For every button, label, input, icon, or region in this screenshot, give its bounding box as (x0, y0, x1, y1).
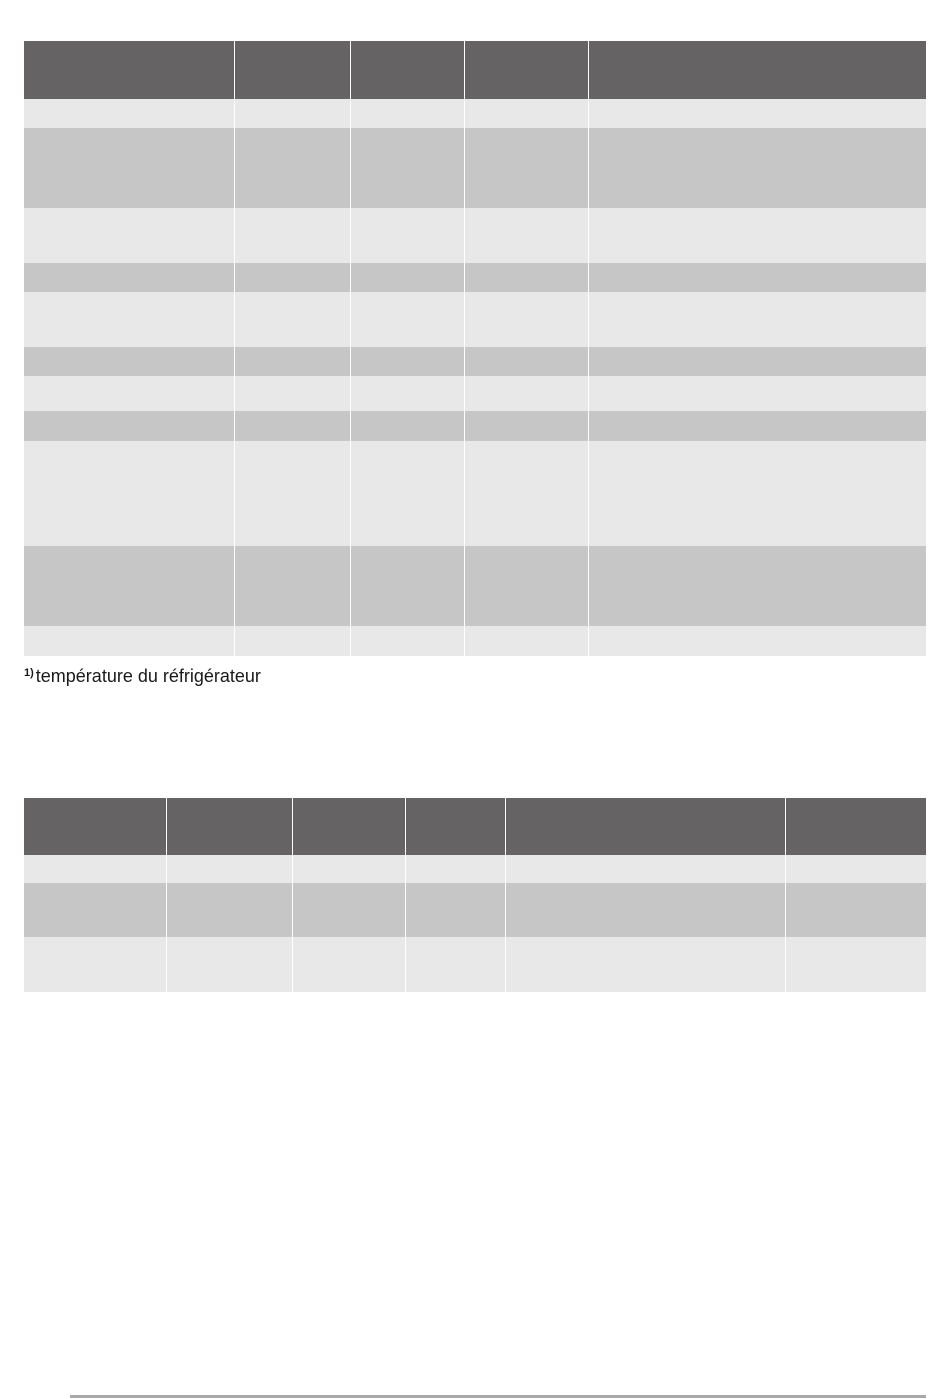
header-cell (235, 41, 351, 99)
table-row (24, 263, 926, 292)
header-cell (506, 798, 786, 855)
footnote-text: température du réfrigérateur (35, 666, 261, 686)
table-row (24, 128, 926, 208)
table-row (24, 855, 926, 883)
table-row (24, 937, 926, 992)
table-row (24, 441, 926, 546)
table-2 (24, 798, 926, 992)
footnote (24, 662, 261, 687)
table-row (24, 411, 926, 441)
header-cell (406, 798, 506, 855)
header-cell (589, 41, 926, 99)
table-row (24, 883, 926, 937)
header-cell (24, 798, 167, 855)
table-row (24, 626, 926, 656)
header-cell (786, 798, 926, 855)
table-header-row (24, 41, 926, 99)
table-row (24, 376, 926, 411)
table-row (24, 347, 926, 376)
page-bottom-rule (70, 1395, 926, 1398)
table-row (24, 208, 926, 263)
table-row (24, 546, 926, 626)
header-cell (465, 41, 589, 99)
table-header-row (24, 798, 926, 855)
header-cell (24, 41, 235, 99)
table-row (24, 292, 926, 347)
footnote-marker: 1) (24, 667, 34, 679)
table-1 (24, 41, 926, 656)
header-cell (167, 798, 293, 855)
header-cell (351, 41, 465, 99)
header-cell (293, 798, 406, 855)
table-row (24, 99, 926, 128)
